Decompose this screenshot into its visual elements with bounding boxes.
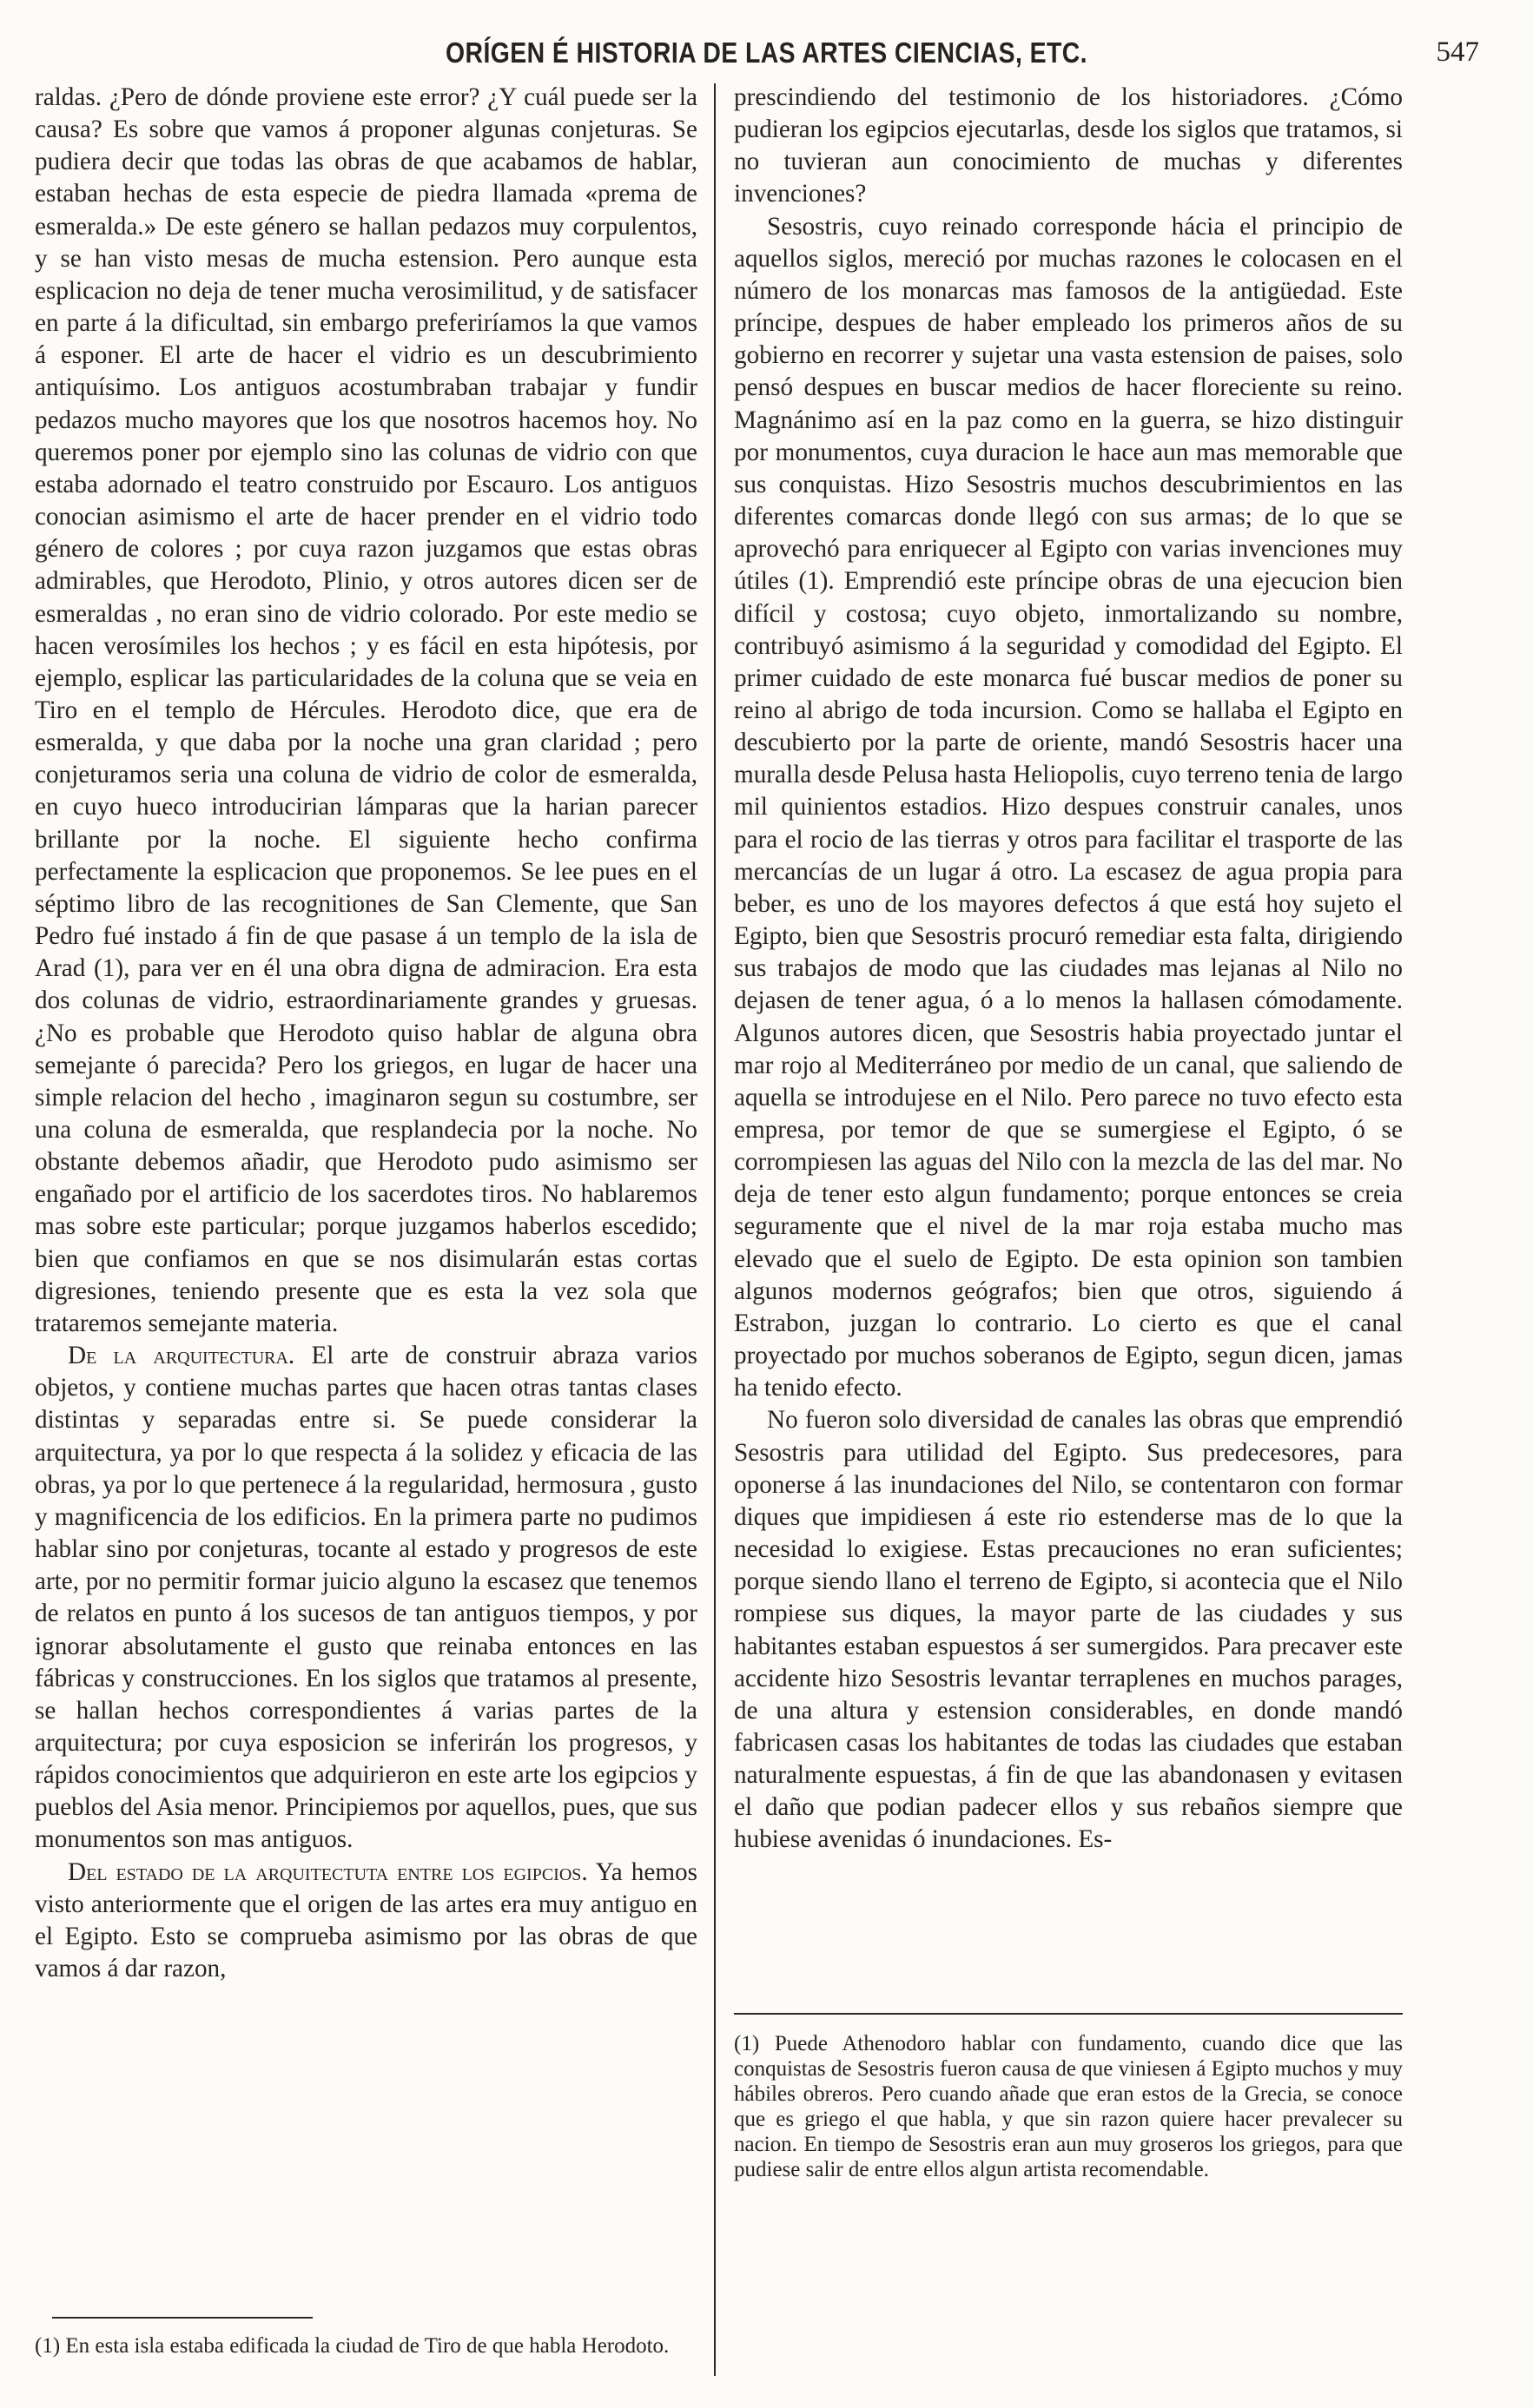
left-section-arquitectura: [35, 1340, 697, 1857]
right-column: [734, 82, 1403, 1857]
column-divider: [714, 83, 716, 2376]
left-footnote: (1) En esta isla estaba edificada la ciudad de Tiro de que habla Herodoto.: [35, 2334, 670, 2358]
right-paragraph-2: Sesostris, cuyo reinado corresponde hácia el principio de aquellos siglos, mereció por muchas razones le colocasen en el número de los monarcas mas famosos de la antigüedad. Este príncipe, despues de haber empleado los primeros años de su gobierno en recorrer y sujetar una vasta estension de paises, solo pensó despues en buscar medios de hacer floreciente su reino. Magnánimo así en la paz como en la guerra, se hizo distinguir por monumentos, cuya duracion le hace aun mas memorable que sus conquistas. Hizo Sesostris muchos descubrimientos en las diferentes comarcas donde llegó con sus armas; de lo que se aprovechó para enriquecer al Egipto con varias invenciones muy útiles (1). Emprendió este príncipe obras de una ejecucion bien difícil y costosa; cuyo objeto, inmortalizando su nombre, contribuyó asimismo á la seguridad y comodidad del Egipto. El primer cuidado de este monarca fué buscar medios de poner su reino al abrigo de toda incursion. Como se hallaba el Egipto en descubierto por la parte de oriente, mandó Sesostris hacer una muralla desde Pelusa hasta Heliopolis, cuyo terreno tenia de largo mil quinientos estadios. Hizo despues construir canales, unos para el rocio de las tierras y otros para facilitar el trasporte de las mercancías de un lugar á otro. La escasez de agua propia para beber, es uno de los mayores defectos á que está hoy sujeto el Egipto, bien que Sesostris procuró remediar esta falta, dirigiendo sus trabajos de modo que las ciudades mas lejanas al Nilo no dejasen de tener agua, ó a lo menos la hallasen cómodamente. Algunos autores dicen, que Sesostris habia proyectado juntar el mar rojo al Mediterráneo por medio de un canal, que saliendo de aquella se introdujese en el Nilo. Pero parece no tuvo efecto esta empresa, por temor de que se sumergiese el Egipto, ó se corrompiesen las aguas del Nilo con la mezcla de las del mar. No deja de tener esto algun fundamento; porque entonces se creia seguramente que el nivel de la mar roja estaba mucho mas elevado que el suelo de Egipto. De esta opinion son tambien algunos modernos geógrafos; bien que otros, siguiendo á Estrabon, juzgan lo contrario. Lo cierto es que el canal proyectado por muchos soberanos de Egipto, segun dicen, jamas ha tenido efecto.: [734, 212, 1403, 1402]
page-header: [52, 30, 1481, 82]
running-title: ORÍGEN É HISTORIA DE LAS ARTES CIENCIAS, ETC.: [446, 36, 1087, 69]
left-paragraph-2: El arte de construir abraza varios objetos, y contiene muchas partes que hacen otras tantas clases distintas y separadas entre si. Se puede considerar la arquitectura, ya por lo que respecta á la solidez y eficacia de las obras, ya por lo que pertenece á la regularidad, hermosura , gusto y magnificencia de los edificios. En la primera parte no pudimos hablar sino por conjeturas, tocante al estado y progresos de este arte, por no permitir formar juicio alguno la escasez que tenemos de relatos en punto á los sucesos de tan antiguos tiempos, y por ignorar absolutamente el gusto que reinaba entonces en las fábricas y construcciones. En los siglos que tratamos al presente, se hallan hechos correspondientes á varias partes de la arquitectura; por cuya esposicion se inferirán los progresos, y rápidos conocimientos que adquirieron en este arte los egipcios y pueblos del Asia menor. Principiemos por aquellos, pues, que sus monumentos son mas antiguos.: [35, 1342, 697, 1854]
section-heading-arquitectura: De la arquitectura.: [68, 1342, 295, 1370]
right-paragraph-3: No fueron solo diversidad de canales las obras que emprendió Sesostris para utilidad del Egipto. Sus predecesores, para oponerse á las inundaciones del Nilo, se contentaron con formar diques que impidiesen á este rio estenderse mas de lo que la necesidad lo exigiese. Estas precauciones no eran suficientes; porque siendo llano el terreno de Egipto, si acontecia que el Nilo rompiese sus diques, la mayor parte de las ciudades y sus habitantes estaban espuestos á ser sumergidos. Para precaver este accidente hizo Sesostris levantar terraplenes en muchos parages, de una altura y estension considerables, en donde mandó fabricasen casas los habitantes de todas las ciudades que estaban naturalmente espuestas, á fin de que las abandonasen y evitasen el daño que podian padecer ellos y sus rebaños siempre que hubiese avenidas ó inundaciones. Es-: [734, 1406, 1403, 1854]
right-footnote-rule: [734, 2013, 1403, 2015]
section-heading-egipcios: Del estado de la arquitectuta entre los egipcios.: [68, 1857, 588, 1886]
left-paragraph-1: raldas. ¿Pero de dónde proviene este error? ¿Y cuál puede ser la causa? Es sobre que vamos á proponer algunas conjeturas. Se pudiera decir que todas las obras de que acabamos de hablar, estaban hechas de esta especie de piedra llamada «prema de esmeralda.» De este género se hallan pedazos muy corpulentos, y se han visto mesas de mucha estension. Pero aunque esta esplicacion no deja de tener mucha verosimilitud, y de satisfacer en parte á la dificultad, sin embargo preferiríamos la que vamos á esponer. El arte de hacer el vidrio es un descubrimiento antiquísimo. Los antiguos acostumbraban trabajar y fundir pedazos mucho mayores que los que nosotros hacemos hoy. No queremos poner por ejemplo sino las colunas de vidrio con que estaba adornado el teatro construido por Escauro. Los antiguos conocian asimismo el arte de hacer prender en el vidrio todo género de colores ; por cuya razon juzgamos que estas obras admirables, que Herodoto, Plinio, y otros autores dicen ser de esmeraldas , no eran sino de vidrio colorado. Por este medio se hacen verosímiles los hechos ; y es fácil en esta hipótesis, por ejemplo, esplicar las particularidades de la coluna que se veia en Tiro en el templo de Hércules. Herodoto dice, que era de esmeralda, y que daba por la noche una gran claridad ; pero conjeturamos seria una coluna de vidrio de color de esmeralda, en cuyo hueco introducirian lámparas que la harian parecer brillante por la noche. El siguiente hecho confirma perfectamente la esplicacion que proponemos. Se lee pues en el séptimo libro de las recognitiones de San Clemente, que San Pedro fué instado á fin de que pasase á un templo de la isla de Arad (1), para ver en él una obra digna de admiracion. Era esta dos colunas de vidrio, estraordinariamente grandes y gruesas. ¿No es probable que Herodoto quiso hablar de alguna obra semejante ó parecida? Pero los griegos, en lugar de hacer una simple relacion del hecho , imaginaron segun su costumbre, ser una coluna de esmeralda, que resplandecia por la noche. No obstante debemos añadir, que Herodoto pudo asimismo ser engañado por el artificio de los sacerdotes tiros. No hablaremos mas sobre este particular; porque juzgamos haberlos escedido; bien que confiamos en que se nos disimularán estas cortas digresiones, teniendo presente que es esta la vez sola que trataremos semejante materia.: [35, 83, 697, 1337]
left-column: [35, 82, 697, 1985]
left-paragraph-3: Ya hemos visto anteriormente que el origen de las artes era muy antiguo en el Egipto. Esto se comprueba asimismo por las obras de que vamos á dar razon,: [35, 1857, 697, 1983]
right-paragraph-1: prescindiendo del testimonio de los historiadores. ¿Cómo pudieran los egipcios ejecutarlas, desde los siglos que tratamos, si no tuvieran aun conocimiento de muchas y diferentes invenciones?: [734, 83, 1403, 208]
left-section-egipcios: [35, 1857, 697, 1986]
right-footnote: (1) Puede Athenodoro hablar con fundamento, cuando dice que las conquistas de Sesostris fueron causa de que viniesen á Egipto muchos y muy hábiles obreros. Pero cuando añade que eran estos de la Grecia, se conoce que es griego el que habla, y que sin razon quiere hacer prevalecer su nacion. En tiempo de Sesostris eran aun muy groseros los griegos, para que pudiese salir de entre ellos algun artista recomendable.: [734, 2032, 1403, 2181]
page-number: 547: [1436, 36, 1479, 68]
left-footnote-rule: [52, 2317, 313, 2319]
